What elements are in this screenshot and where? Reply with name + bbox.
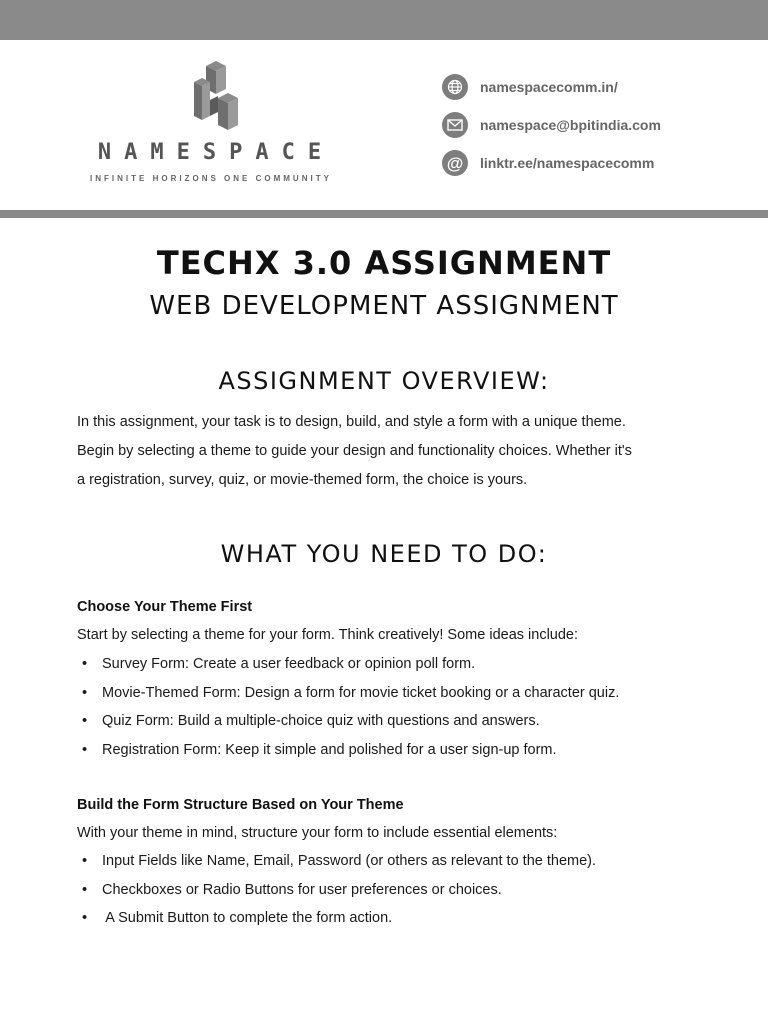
list-item: • Quiz Form: Build a multiple-choice quiz with questions and answers. bbox=[102, 707, 722, 736]
list-item: • Survey Form: Create a user feedback or opinion poll form. bbox=[102, 650, 722, 679]
list-item: • Registration Form: Keep it simple and polished for a user sign-up form. bbox=[102, 736, 722, 765]
header-top-bar bbox=[0, 0, 768, 40]
brand-name: NAMESPACE bbox=[97, 140, 335, 165]
overview-line: Begin by selecting a theme to guide your design and functionality choices. Whether it's bbox=[77, 443, 632, 459]
overview-line: In this assignment, your task is to design, build, and style a form with a unique theme. bbox=[77, 414, 626, 430]
header-bottom-bar bbox=[0, 210, 768, 218]
list-item: • Checkboxes or Radio Buttons for user preferences or choices. bbox=[102, 876, 722, 905]
at-icon: @ bbox=[442, 150, 468, 176]
overview-line: a registration, survey, quiz, or movie-themed form, the choice is yours. bbox=[77, 472, 528, 488]
contact-linktree-text: linktr.ee/namespacecomm bbox=[480, 155, 655, 171]
contact-email[interactable] bbox=[442, 112, 661, 138]
list-item: • Input Fields like Name, Email, Password (or others as relevant to the theme). bbox=[102, 847, 722, 876]
namespace-logo-icon bbox=[188, 60, 244, 132]
contact-email-text: namespace@bpitindia.com bbox=[480, 117, 661, 133]
theme-heading: Choose Your Theme First bbox=[77, 599, 253, 615]
contact-website[interactable] bbox=[442, 74, 618, 100]
theme-list bbox=[80, 650, 722, 764]
list-item: • Movie-Themed Form: Design a form for movie ticket booking or a character quiz. bbox=[102, 679, 722, 708]
structure-list bbox=[80, 847, 722, 933]
list-item: • A Submit Button to complete the form action. bbox=[102, 904, 722, 933]
structure-intro: With your theme in mind, structure your form to include essential elements: bbox=[77, 825, 558, 841]
mail-icon bbox=[442, 112, 468, 138]
theme-intro: Start by selecting a theme for your form. Think creatively! Some ideas include: bbox=[77, 627, 579, 643]
brand-tagline: INFINITE HORIZONS ONE COMMUNITY bbox=[90, 174, 332, 183]
contact-website-text: namespacecomm.in/ bbox=[480, 79, 618, 95]
structure-heading: Build the Form Structure Based on Your Theme bbox=[77, 797, 404, 813]
globe-icon bbox=[442, 74, 468, 100]
contact-linktree[interactable] bbox=[442, 150, 654, 176]
todo-heading: WHAT YOU NEED TO DO: bbox=[220, 540, 548, 568]
page-subtitle: WEB DEVELOPMENT ASSIGNMENT bbox=[149, 291, 619, 321]
page-title: TECHX 3.0 ASSIGNMENT bbox=[156, 244, 612, 282]
overview-heading: ASSIGNMENT OVERVIEW: bbox=[218, 367, 550, 395]
overview-paragraph bbox=[77, 408, 697, 495]
